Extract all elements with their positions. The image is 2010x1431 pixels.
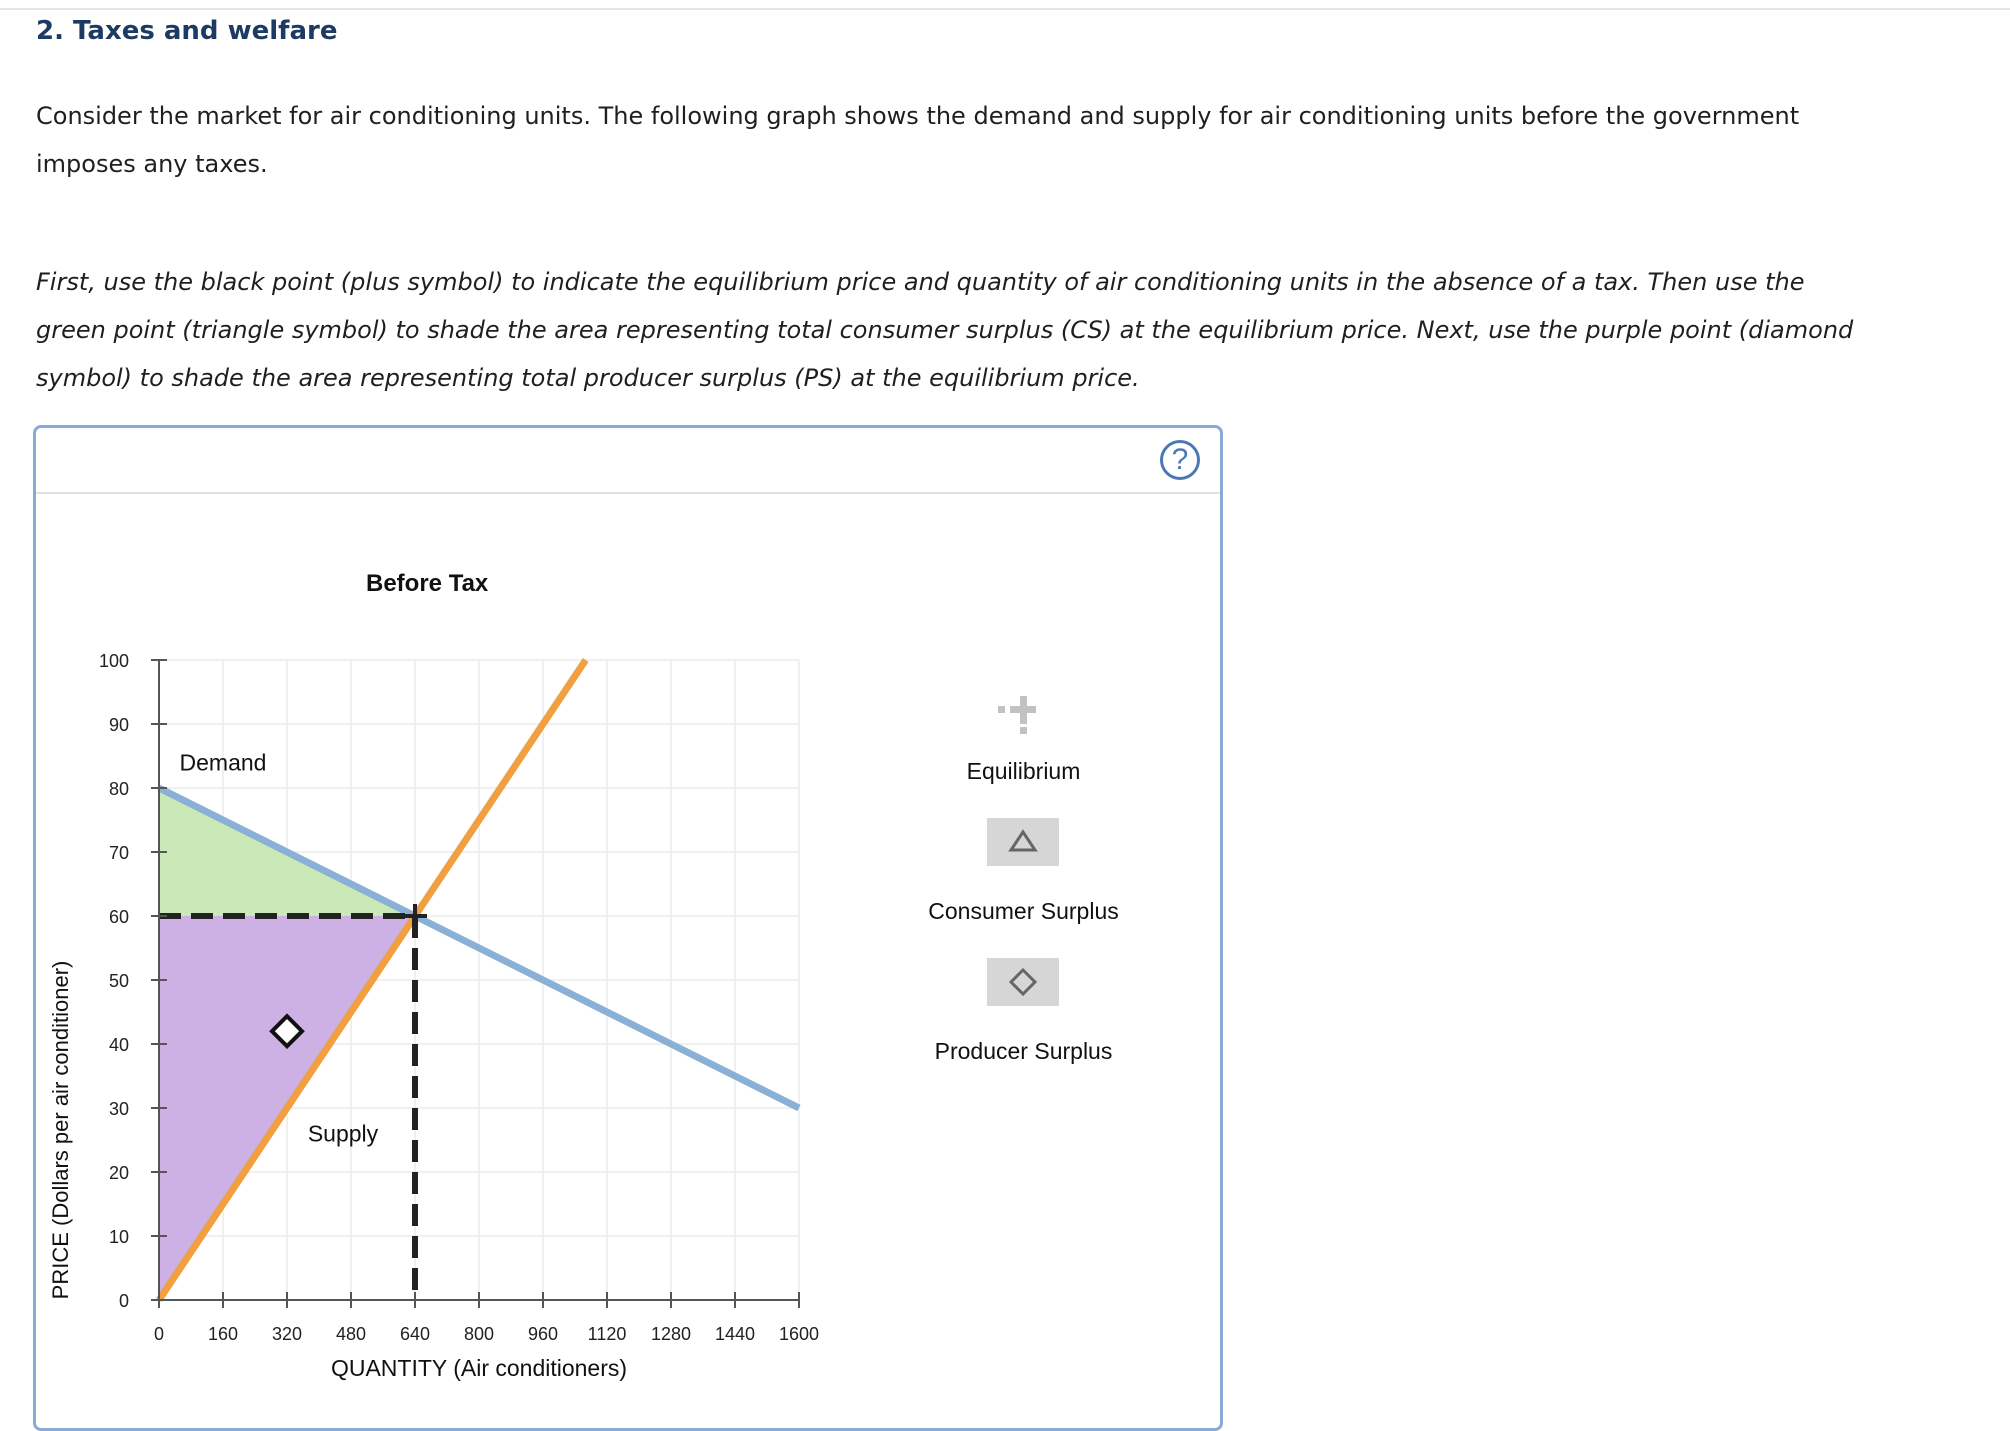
x-tick-label: 800 xyxy=(463,1324,495,1344)
equilibrium-tool[interactable] xyxy=(987,688,1059,736)
demand-label: Demand xyxy=(179,749,267,776)
x-axis-label: QUANTITY (Air conditioners) xyxy=(330,1355,628,1381)
y-axis-label: PRICE (Dollars per air conditioner) xyxy=(48,960,73,1300)
supply-label: Supply xyxy=(307,1120,379,1147)
diamond-icon xyxy=(987,958,1059,1006)
graph-area[interactable] xyxy=(36,428,1220,1428)
y-tick-label: 90 xyxy=(108,715,129,735)
x-tick-label: 960 xyxy=(527,1324,559,1344)
instructions-text xyxy=(36,258,1936,402)
x-tick-label: 480 xyxy=(335,1324,367,1344)
x-tick-label: 640 xyxy=(399,1324,431,1344)
help-icon[interactable]: ? xyxy=(1160,440,1200,480)
y-tick-label: 80 xyxy=(108,779,129,799)
y-tick-label: 40 xyxy=(108,1035,129,1055)
y-tick-label: 30 xyxy=(108,1099,129,1119)
page-title: 2. Taxes and welfare xyxy=(36,16,338,46)
intro-text xyxy=(36,92,1936,188)
x-tick-label: 1600 xyxy=(778,1324,820,1344)
equilibrium-tool-label: Equilibrium xyxy=(966,758,1081,784)
consumer-surplus-tool[interactable] xyxy=(987,818,1059,866)
top-divider xyxy=(0,8,2010,10)
instructions-line-1: First, use the black point (plus symbol) to indicate the equilibrium price and quantity of air conditioning units in the absence of a tax. Then use the xyxy=(36,268,1805,296)
y-tick-label: 50 xyxy=(108,971,129,991)
instructions-line-3: symbol) to shade the area representing total producer surplus (PS) at the equilibrium price. xyxy=(36,364,1140,392)
y-tick-label: 10 xyxy=(108,1227,129,1247)
y-tick-label: 0 xyxy=(118,1291,129,1311)
x-tick-label: 1120 xyxy=(587,1324,627,1344)
instructions-line-2: green point (triangle symbol) to shade the area representing total consumer surplus (CS) at the equilibrium price. Next, use the purple point (diamond xyxy=(36,316,1854,344)
intro-line-1: Consider the market for air conditioning units. The following graph shows the demand and supply for air conditioning units before the government xyxy=(36,102,1800,130)
x-tick-label: 0 xyxy=(153,1324,165,1344)
graph-panel xyxy=(33,425,1223,1431)
x-tick-label: 1280 xyxy=(650,1324,692,1344)
y-tick-label: 70 xyxy=(108,843,129,863)
triangle-icon xyxy=(987,818,1059,866)
producer-surplus-tool[interactable] xyxy=(987,958,1059,1006)
x-tick-label: 1440 xyxy=(714,1324,756,1344)
consumer-surplus-tool-label: Consumer Surplus xyxy=(928,898,1119,924)
y-tick-label: 100 xyxy=(98,651,129,671)
producer-surplus-tool-label: Producer Surplus xyxy=(934,1038,1113,1064)
x-tick-label: 320 xyxy=(271,1324,303,1344)
x-tick-label: 160 xyxy=(207,1324,239,1344)
plus-icon xyxy=(987,688,1059,736)
intro-line-2: imposes any taxes. xyxy=(36,150,268,178)
chart-title: Before Tax xyxy=(366,570,489,597)
y-tick-label: 20 xyxy=(108,1163,129,1183)
y-tick-label: 60 xyxy=(108,907,129,927)
